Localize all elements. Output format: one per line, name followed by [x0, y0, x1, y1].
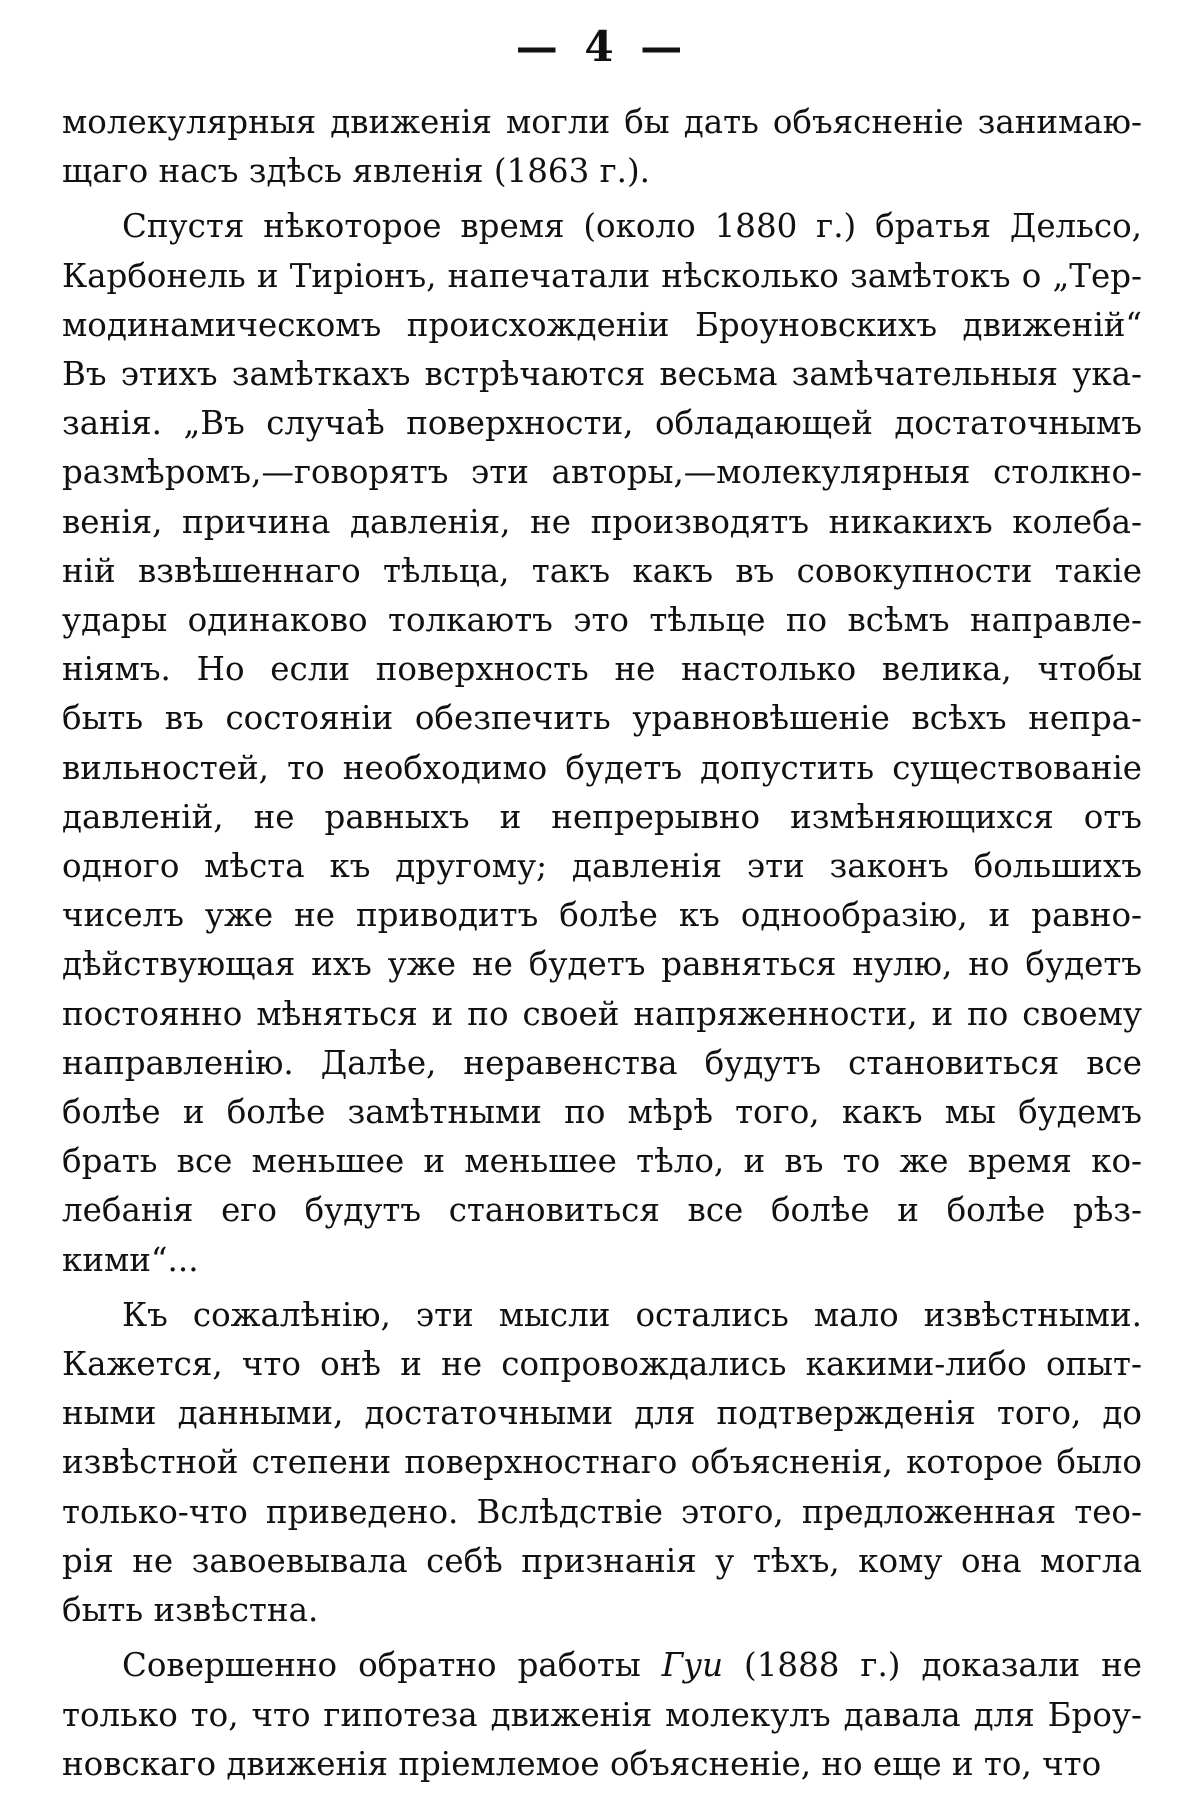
text-line: брать все меньшее и меньшее тѣло, и въ то же время ко-	[62, 1142, 1142, 1181]
text-line: вильностей, то необходимо будетъ допустить существованіе	[62, 748, 1142, 787]
text-line: постоянно мѣняться и по своей напряженности, и по своему	[62, 994, 1142, 1033]
text-line: Совершенно обратно работы Гуи (1888 г.) доказали не	[122, 1646, 1142, 1685]
text-line: ными данными, достаточными для подтвержденія того, до	[62, 1394, 1142, 1433]
text-line: болѣе и болѣе замѣтными по мѣрѣ того, какъ мы будемъ	[62, 1093, 1142, 1132]
text-line: Кажется, что онѣ и не сопровождались какими-либо опыт-	[62, 1345, 1142, 1384]
text-line: быть извѣстна.	[62, 1591, 319, 1630]
paragraph	[62, 1291, 1142, 1635]
text-line: новскаго движенія пріемлемое объясненіе, но еще и то, что	[62, 1744, 1102, 1783]
text-line: молекулярныя движенія могли бы дать объясненіе занимаю-	[62, 103, 1142, 141]
text-line: Карбонель и Тиріонъ, напечатали нѣсколько замѣтокъ о „Тер-	[62, 256, 1142, 295]
text-line: только-что приведено. Вслѣдствіе этого, предложенная тео-	[62, 1492, 1142, 1531]
author-name: Гуи	[661, 1646, 724, 1685]
text-line: Къ сожалѣнію, эти мысли остались мало извѣстными.	[122, 1295, 1142, 1334]
text-line: только то, что гипотеза движенія молекулъ давала для Броу-	[62, 1695, 1142, 1734]
text-line: размѣромъ,—говорятъ эти авторы,—молекулярныя столкно-	[62, 453, 1142, 492]
text-line: венія, причина давленія, не производятъ никакихъ колеба-	[62, 502, 1142, 541]
text-line: извѣстной степени поверхностнаго объясненія, которое было	[62, 1443, 1142, 1482]
text-line: занія. „Въ случаѣ поверхности, обладающей достаточнымъ	[62, 404, 1142, 443]
text-line: ній взвѣшеннаго тѣльца, такъ какъ въ совокупности такіе	[62, 551, 1142, 590]
text-line: лебанія его будутъ становиться все болѣе и болѣе рѣз-	[62, 1191, 1142, 1230]
text-line: быть въ состояніи обезпечить уравновѣшеніе всѣхъ непра-	[62, 699, 1142, 738]
text-line: рія не завоевывала себѣ признанія у тѣхъ, кому она могла	[62, 1541, 1142, 1580]
text-line: щаго насъ здѣсь явленія (1863 г.).	[62, 152, 650, 191]
text-line: давленій, не равныхъ и непрерывно измѣняющихся отъ	[62, 797, 1142, 836]
body-text	[62, 98, 1142, 1789]
page-number: — 4 —	[515, 22, 689, 71]
text-line: удары одинаково толкаютъ это тѣльце по всѣмъ направле-	[62, 601, 1142, 640]
text-line: ніямъ. Но если поверхность не настолько велика, чтобы	[62, 650, 1142, 689]
text-line: модинамическомъ происхожденіи Броуновскихъ движеній“	[62, 305, 1142, 344]
text-line: Спустя нѣкоторое время (около 1880 г.) братья Дельсо,	[122, 207, 1142, 246]
book-page	[62, 0, 1142, 1789]
paragraph	[62, 98, 1142, 196]
text-line: одного мѣста къ другому; давленія эти законъ большихъ	[62, 847, 1142, 886]
text-line: направленію. Далѣе, неравенства будутъ становиться все	[62, 1043, 1142, 1082]
text-line: Въ этихъ замѣткахъ встрѣчаются весьма замѣчательныя ука-	[62, 355, 1142, 394]
text-line: чиселъ уже не приводитъ болѣе къ однообразію, и равно-	[62, 896, 1142, 935]
text-line: дѣйствующая ихъ уже не будетъ равняться нулю, но будетъ	[62, 945, 1142, 984]
text-line: кими“...	[62, 1240, 199, 1279]
paragraph	[62, 1641, 1142, 1789]
paragraph	[62, 202, 1142, 1284]
